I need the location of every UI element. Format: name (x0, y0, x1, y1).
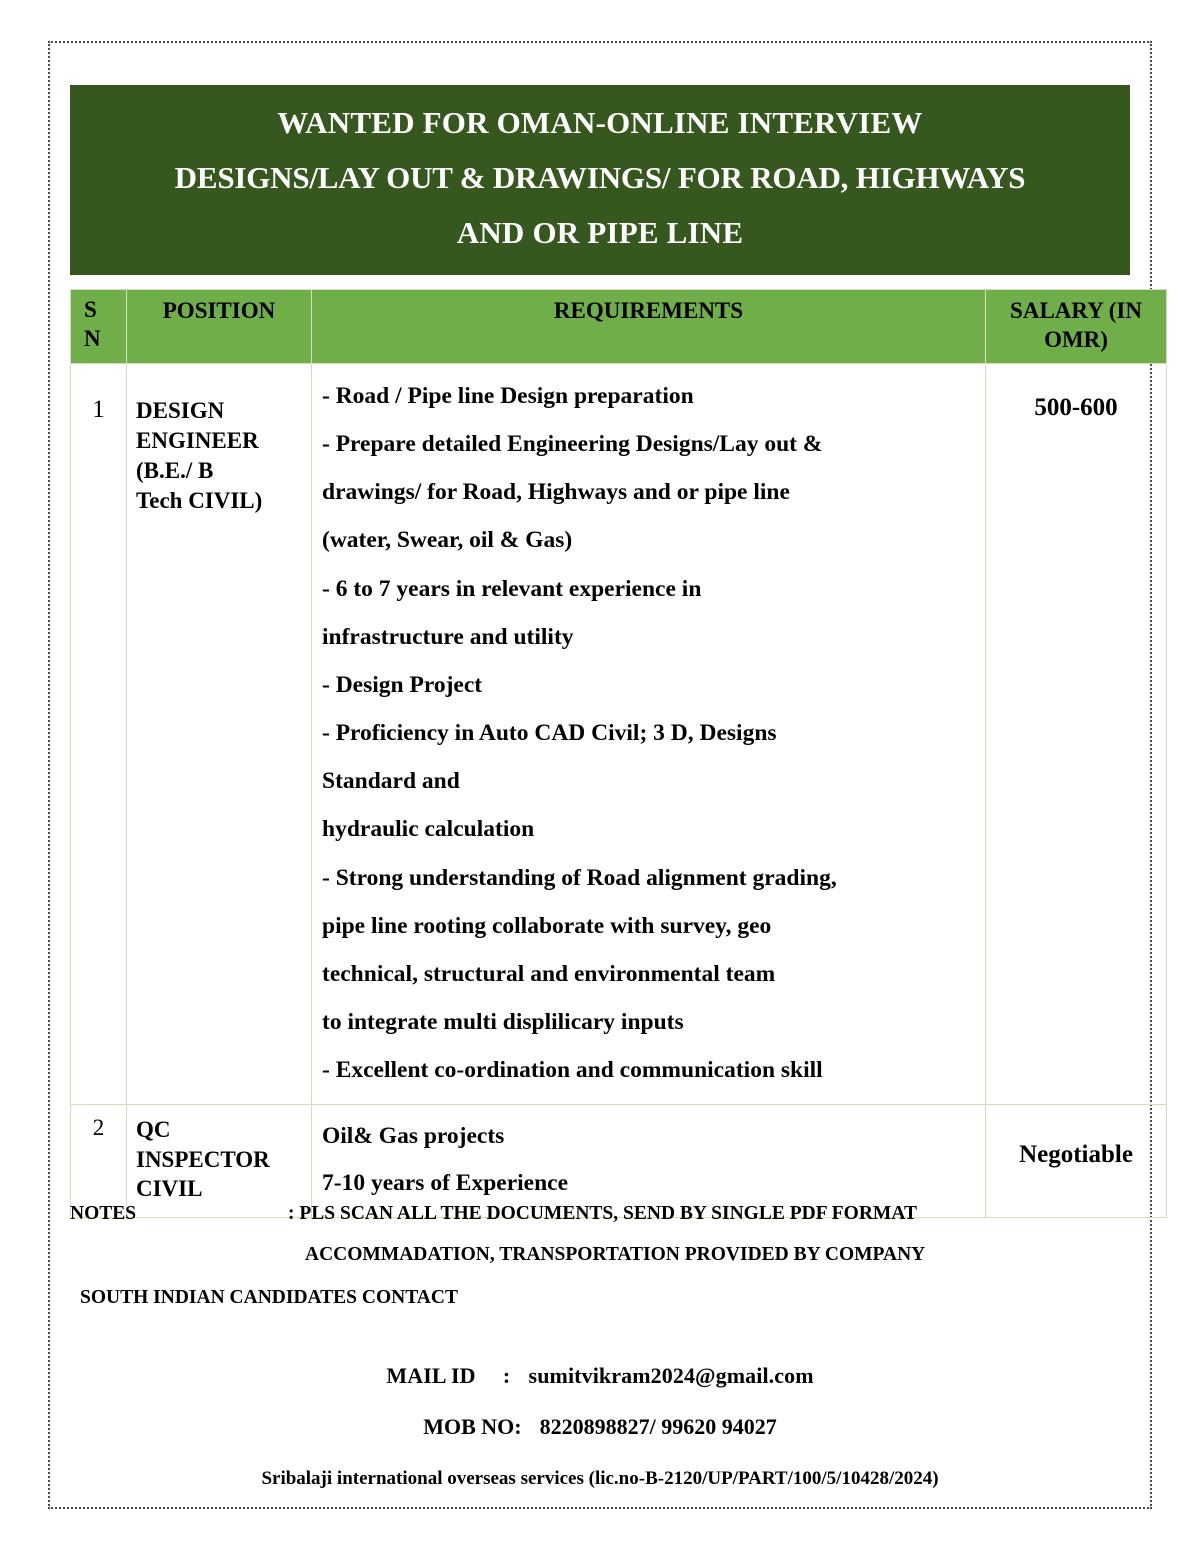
requirement-line: - Prepare detailed Engineering Designs/Lay out & (322, 431, 823, 458)
notes-section (70, 1203, 1130, 1308)
vacancy-table (70, 289, 1167, 1218)
requirement-line: hydraulic calculation (322, 816, 535, 843)
banner-line-3: AND OR PIPE LINE (456, 215, 744, 251)
column-header-salary (986, 290, 1167, 364)
column-header-salary-line1: SALARY (IN (1010, 298, 1142, 323)
cell-position (127, 1105, 312, 1218)
requirement-line: drawings/ for Road, Highways and or pipe line (322, 479, 790, 506)
column-header-requirements: REQUIREMENTS (312, 290, 986, 364)
table-header-row (71, 290, 1167, 364)
position-line: ENGINEER (136, 427, 259, 453)
requirement-line: (water, Swear, oil & Gas) (322, 527, 573, 554)
requirement-line: to integrate multi displilicary inputs (322, 1009, 684, 1036)
cell-salary: 500-600 (986, 363, 1167, 1105)
position-line: INSPECTOR (136, 1146, 270, 1172)
requirement-line: pipe line rooting collaborate with survey, geo (322, 912, 772, 939)
requirement-line: Standard and (322, 768, 460, 795)
requirement-line: infrastructure and utility (322, 623, 574, 650)
mail-id-separator: : (502, 1363, 511, 1388)
notes-line-2: ACCOMMADATION, TRANSPORTATION PROVIDED BY COMPANY (305, 1244, 926, 1265)
column-header-salary-line2: OMR) (1044, 327, 1108, 353)
requirement-line: 7-10 years of Experience (322, 1170, 569, 1197)
table-row (71, 1105, 1167, 1218)
requirement-line: - Strong understanding of Road alignment grading, (322, 864, 837, 891)
mobile-label: MOB NO: (423, 1414, 522, 1439)
position-line: CIVIL (136, 1176, 203, 1202)
cell-sn: 2 (71, 1105, 127, 1218)
agency-license-line: Sribalaji international overseas services (lic.no-B-2120/UP/PART/100/5/10428/2024) (261, 1468, 939, 1489)
notes-label: NOTES (70, 1203, 137, 1224)
column-header-position: POSITION (127, 290, 312, 364)
requirement-line: - Road / Pipe line Design preparation (322, 382, 694, 409)
requirement-line: - Proficiency in Auto CAD Civil; 3 D, Designs (322, 720, 777, 747)
banner-line-1: WANTED FOR OMAN-ONLINE INTERVIEW (277, 105, 923, 140)
position-line: QC (136, 1117, 171, 1143)
title-banner (70, 85, 1130, 275)
requirement-line: - Excellent co-ordination and communication skill (322, 1057, 823, 1084)
mail-id-label: MAIL ID (386, 1363, 476, 1388)
table-header (71, 290, 1167, 364)
cell-requirements (312, 363, 986, 1105)
table-row (71, 363, 1167, 1105)
mail-id-value[interactable]: sumitvikram2024@gmail.com (528, 1363, 814, 1388)
cell-sn: 1 (71, 363, 127, 1105)
column-header-sn-line1: S (84, 297, 97, 322)
column-header-sn-line2: N (84, 325, 101, 351)
mail-id-row (70, 1365, 1130, 1387)
column-header-sn (71, 290, 127, 364)
cell-position (127, 363, 312, 1105)
mobile-value[interactable]: 8220898827/ 99620 94027 (539, 1414, 777, 1439)
position-line: (B.E./ B (136, 457, 214, 483)
position-line: DESIGN (136, 397, 225, 423)
cell-requirements (312, 1105, 986, 1218)
contact-section (70, 1365, 1130, 1488)
notes-first-row (70, 1203, 1130, 1244)
requirement-line: - Design Project (322, 671, 483, 698)
table-body (71, 363, 1167, 1218)
requirement-line: - 6 to 7 years in relevant experience in (322, 575, 702, 602)
requirement-line: Oil& Gas projects (322, 1123, 505, 1150)
mobile-row (70, 1416, 1130, 1438)
notes-line-3: SOUTH INDIAN CANDIDATES CONTACT (80, 1287, 458, 1308)
notes-line-1: : PLS SCAN ALL THE DOCUMENTS, SEND BY SINGLE PDF FORMAT (288, 1203, 917, 1224)
position-line: Tech CIVIL) (136, 487, 263, 513)
cell-salary: Negotiable (986, 1105, 1167, 1218)
banner-line-2: DESIGNS/LAY OUT & DRAWINGS/ FOR ROAD, HIGHWAYS (174, 160, 1026, 196)
requirement-line: technical, structural and environmental team (322, 960, 776, 987)
